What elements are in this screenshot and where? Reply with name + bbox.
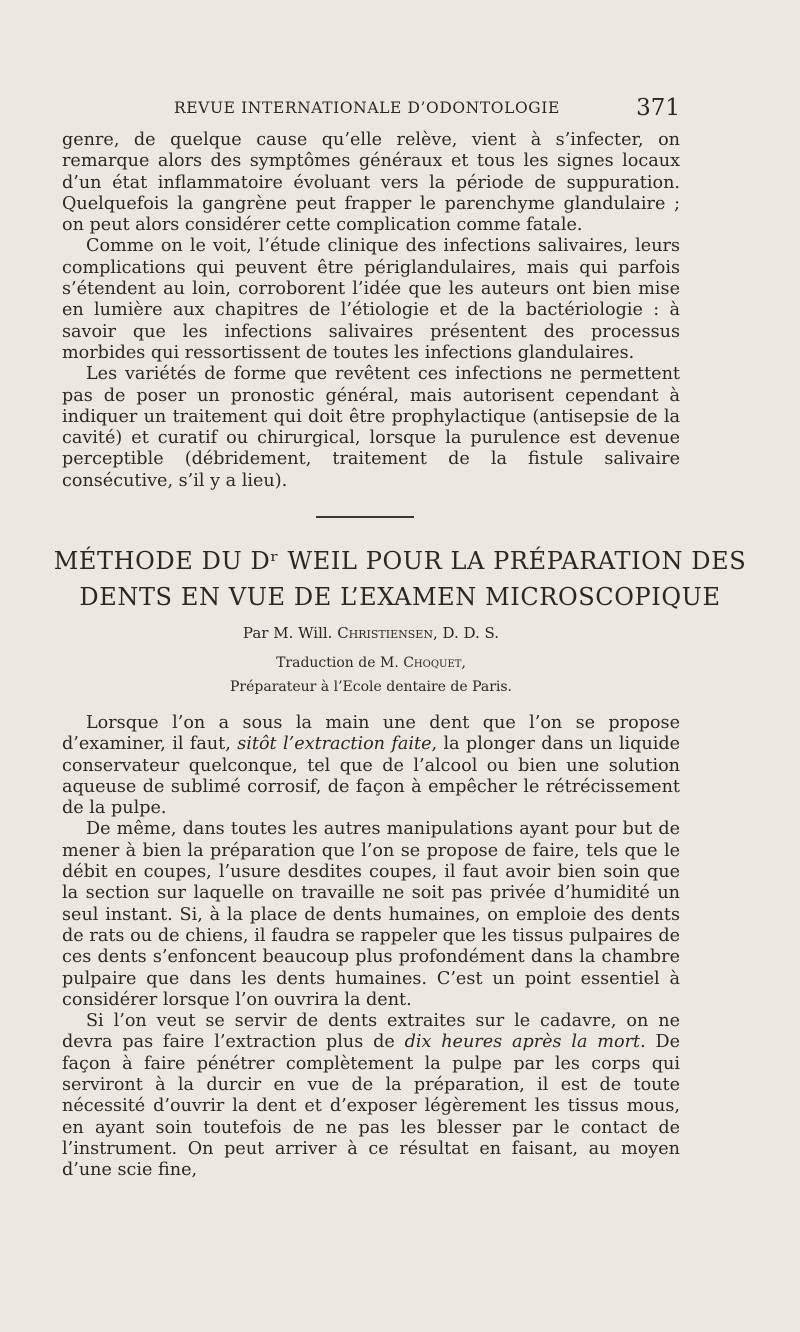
text-run: , la plonger dans un liquide conservateur quelconque, tel que de l’alcool ou bien une solution aqueuse de sublimé corrosif, de façon à empêcher le rétrécissement de la pulpe. <box>62 734 680 819</box>
paragraph <box>62 1011 680 1181</box>
article-body <box>62 713 680 1182</box>
article-title-line: DENTS EN VUE DE L’EXAMEN MICROSCOPIQUE <box>79 583 721 611</box>
paragraph <box>62 819 680 1011</box>
italic-phrase: sitôt l’extraction faite <box>237 734 432 755</box>
text-run: Si l’on veut se servir de dents extraites sur le cadavre, on ne devra pas faire l’extraction plus de <box>62 1011 680 1053</box>
translator-name: Choquet <box>403 655 462 671</box>
article-title-line: MÉTHODE DU Dʳ WEIL POUR LA PRÉPARATION DES <box>53 547 747 575</box>
paragraph <box>62 713 680 819</box>
author-prefix: Par M. Will. <box>242 624 338 642</box>
running-head <box>62 97 680 123</box>
paragraph-text: genre, de quelque cause qu’elle relève, vient à s’infecter, on remarque alors des symptômes généraux et tous les signes locaux d’un état inflammatoire évoluant vers la période de suppuration. Quelquefois la gangrène peut frapper le parenchyme glandulaire ; on peut alors considérer cette complication comme fatale. <box>62 130 680 236</box>
italic-phrase: dix heures après la mort <box>404 1032 641 1053</box>
text-run: Lorsque l’on a sous la main une dent que l’on se propose d’examiner, il faut, <box>62 713 680 755</box>
author-name: Christiensen <box>337 624 433 642</box>
byline-author <box>62 624 680 642</box>
paragraph-text <box>62 713 680 819</box>
paragraph-text: De même, dans toutes les autres manipulations ayant pour but de mener à bien la préparation que l’on se propose de faire, tels que le débit en coupes, l’usure desdites coupes, il faut avoir bien soin que la section sur laquelle on travaille ne soit pas privée d’humidité un seul instant. Si, à la place de dents humaines, on emploie des dents de rats ou de chiens, il faudra se rappeler que les tissus pulpaires de ces dents s’enfoncent beaucoup plus profondément dans la chambre pulpaire que dans les dents humaines. C’est un point essentiel à considérer lorsque l’on ouvrira la dent. <box>62 819 680 1010</box>
paragraph-text <box>62 1011 680 1181</box>
translator-role: Préparateur à l’Ecole dentaire de Paris. <box>229 679 513 695</box>
page-number: 371 <box>636 95 680 121</box>
text-run: . De façon à faire pénétrer complètement la pulpe par les corps qui serviront à la durcir en vue de la préparation, il est de toute nécessité d’ouvrir la dent et d’exposer légèrement les tissus mous, en ayant soin toutefois de ne pas les blesser par le contact de l’instrument. On peut arriver à ce résultat en faisant, au moyen d’une scie fine, <box>62 1032 680 1181</box>
byline-translation <box>62 655 680 671</box>
running-title: REVUE INTERNATIONALE D’ODONTOLOGIE <box>174 99 560 117</box>
section-divider <box>316 516 414 518</box>
article-title <box>40 543 760 615</box>
paragraph <box>62 364 680 492</box>
paragraph-text: Comme on le voit, l’étude clinique des infections salivaires, leurs complications qui peuvent être périglandulaires, mais qui parfois s’étendent au loin, corroborent l’idée que les auteurs ont bien mise en lumière aux chapitres de l’étiologie et de la bactériologie : à savoir que les infections salivaires présentent des processus morbides qui ressortissent de toutes les infections glandulaires. <box>62 236 680 363</box>
paragraph <box>62 236 680 364</box>
paragraph-text: Les variétés de forme que revêtent ces infections ne permettent pas de poser un pronostic général, mais autorisent cependant à indiquer un traitement qui doit être prophylactique (antisepsie de la cavité) et curatif ou chirurgical, lorsque la purulence est devenue perceptible (débridement, traitement de la fistule salivaire consécutive, s’il y a lieu). <box>62 364 680 491</box>
translation-suffix: , <box>461 655 466 671</box>
paragraph <box>62 130 680 236</box>
author-suffix: , D. D. S. <box>432 624 500 642</box>
translation-prefix: Traduction de M. <box>276 655 404 671</box>
preceding-article-text <box>62 130 680 492</box>
